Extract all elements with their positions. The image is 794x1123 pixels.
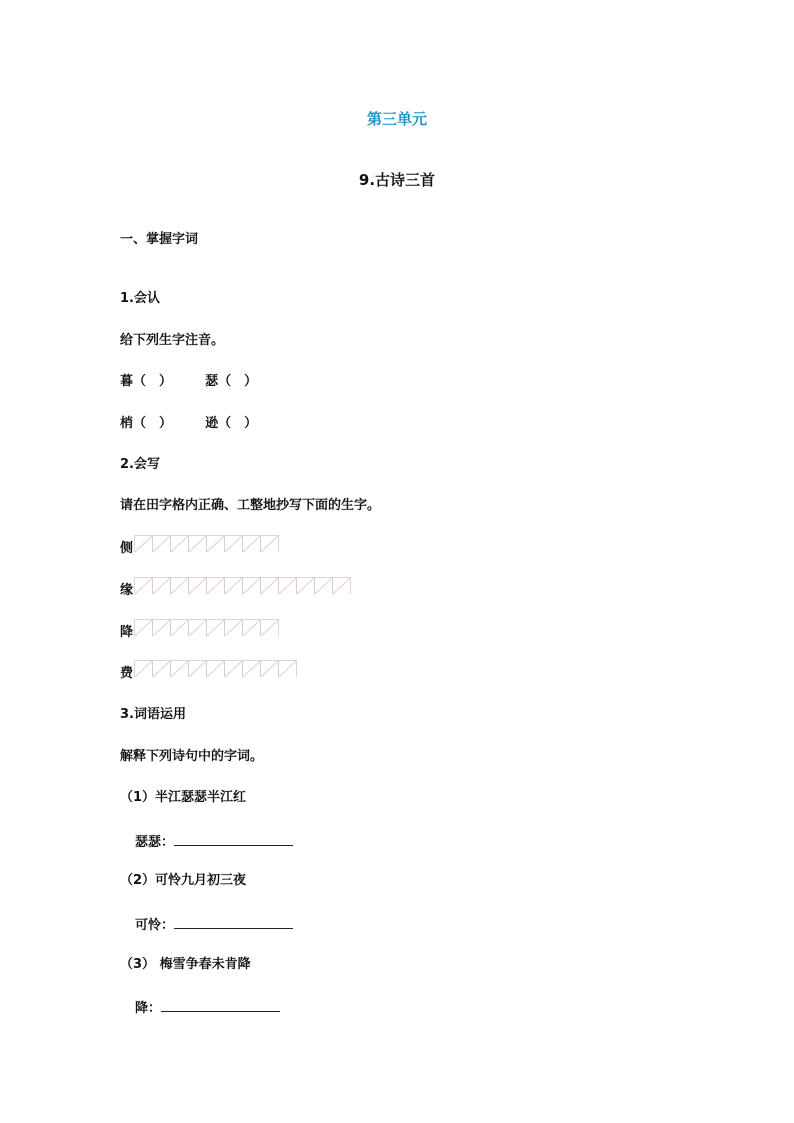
poem-line: （1）半江瑟瑟半江红 (120, 790, 247, 805)
writing-grid[interactable] (134, 619, 279, 636)
grid-cell[interactable] (297, 578, 315, 595)
grid-cell[interactable] (189, 620, 207, 637)
grid-cell[interactable] (243, 578, 261, 595)
poem-line: （3） 梅雪争春未肯降 (120, 957, 251, 972)
pinyin-row (120, 415, 257, 433)
grid-cell[interactable] (279, 578, 297, 595)
grid-cell[interactable] (171, 620, 189, 637)
grid-cell[interactable] (225, 620, 243, 637)
pinyin-char: 逊 (205, 416, 219, 431)
grid-cell[interactable] (135, 578, 153, 595)
grid-cell[interactable] (333, 578, 351, 595)
pinyin-blank[interactable]: （ ） (218, 374, 258, 389)
term-answer-row (135, 831, 293, 852)
grid-cell[interactable] (189, 661, 207, 678)
part1-heading: 1.会认 (120, 291, 160, 306)
grid-cell[interactable] (225, 536, 243, 553)
grid-cell[interactable] (225, 578, 243, 595)
grid-cell[interactable] (171, 661, 189, 678)
grid-cell[interactable] (243, 620, 261, 637)
pinyin-char: 暮 (120, 374, 134, 389)
grid-cell[interactable] (153, 578, 171, 595)
writing-char: 侧 (120, 541, 134, 556)
writing-char: 缘 (120, 583, 134, 598)
grid-cell[interactable] (153, 661, 171, 678)
term-label: 瑟瑟： (135, 835, 175, 850)
pinyin-blank[interactable]: （ ） (133, 374, 173, 389)
answer-blank[interactable] (174, 914, 293, 929)
grid-cell[interactable] (207, 578, 225, 595)
grid-cell[interactable] (243, 536, 261, 553)
pinyin-char: 梢 (120, 416, 134, 431)
grid-cell[interactable] (207, 661, 225, 678)
writing-grid[interactable] (134, 660, 297, 677)
poem-line: （2）可怜九月初三夜 (120, 873, 247, 888)
writing-grid[interactable] (134, 577, 351, 594)
grid-cell[interactable] (315, 578, 333, 595)
part3-heading: 3.词语运用 (120, 707, 186, 722)
part2-instruction: 请在田字格内正确、工整地抄写下面的生字。 (120, 498, 381, 513)
grid-cell[interactable] (189, 536, 207, 553)
lesson-title: 9.古诗三首 (358, 171, 436, 189)
pinyin-char: 瑟 (205, 374, 219, 389)
term-answer-row (135, 997, 280, 1018)
grid-cell[interactable] (189, 578, 207, 595)
grid-cell[interactable] (207, 536, 225, 553)
term-label: 降： (135, 1001, 162, 1016)
unit-title: 第三单元 (366, 110, 427, 128)
term-label: 可怜： (135, 918, 175, 933)
term-answer-row (135, 914, 293, 935)
pinyin-row (120, 373, 257, 391)
writing-grid[interactable] (134, 535, 279, 552)
part1-instruction: 给下列生字注音。 (120, 333, 225, 348)
pinyin-blank[interactable]: （ ） (133, 416, 173, 431)
part2-heading: 2.会写 (120, 457, 160, 472)
grid-cell[interactable] (261, 620, 279, 637)
grid-cell[interactable] (207, 620, 225, 637)
grid-cell[interactable] (279, 661, 297, 678)
grid-cell[interactable] (153, 620, 171, 637)
writing-char: 费 (120, 666, 134, 681)
grid-cell[interactable] (135, 661, 153, 678)
grid-cell[interactable] (243, 661, 261, 678)
grid-cell[interactable] (261, 536, 279, 553)
answer-blank[interactable] (174, 831, 293, 846)
answer-blank[interactable] (161, 997, 280, 1012)
section-heading: 一、掌握字词 (120, 232, 199, 247)
part3-instruction: 解释下列诗句中的字词。 (120, 749, 264, 764)
grid-cell[interactable] (261, 661, 279, 678)
grid-cell[interactable] (153, 536, 171, 553)
grid-cell[interactable] (135, 620, 153, 637)
pinyin-blank[interactable]: （ ） (218, 416, 258, 431)
grid-cell[interactable] (225, 661, 243, 678)
grid-cell[interactable] (261, 578, 279, 595)
writing-char: 降 (120, 625, 134, 640)
grid-cell[interactable] (171, 536, 189, 553)
grid-cell[interactable] (135, 536, 153, 553)
grid-cell[interactable] (171, 578, 189, 595)
